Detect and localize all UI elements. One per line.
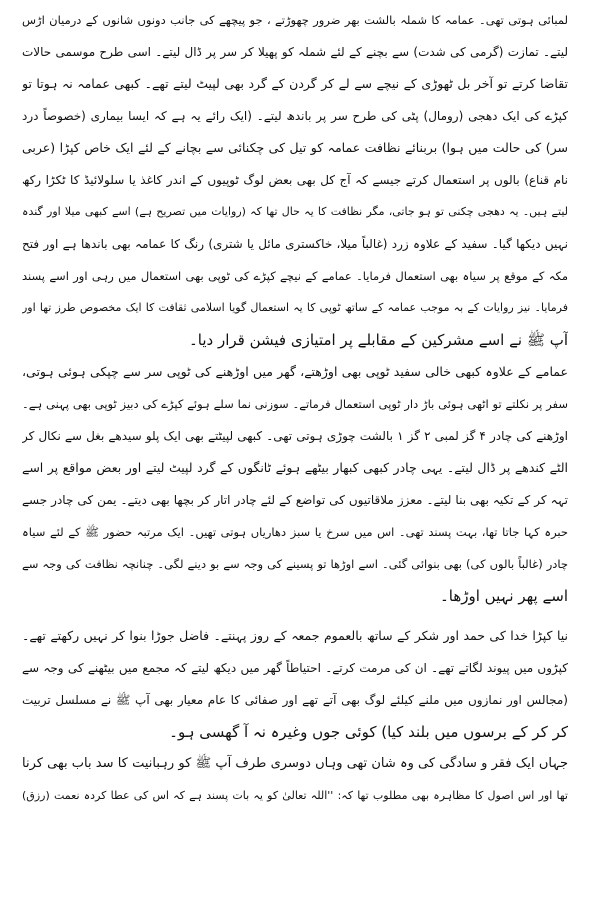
text-line: عمامے کے علاوہ کبھی خالی سفید ٹوپی بھی اوڑھتے، گھر میں اوڑھنے کی ٹوپی سر سے چپکی ہوئی ہوتی،	[22, 364, 568, 379]
text-line: (مجالس اور نمازوں میں ملنے کیلئے لوگ بھی آتے تھے اور صفائی کا عام معیار بھی آپ ﷺ نے مسلسل تربیت	[22, 693, 568, 707]
text-line: نام قناع) بالوں پر استعمال کرتے جیسے کہ آج کل بھی بعض لوگ ٹوپیوں کے اندر کاغذ یا سلولائیڈ کا ٹکڑا رکھ	[22, 173, 568, 187]
text-line: تہہ کر کے تکیہ بھی بنا لیتے۔ معزز ملاقاتیوں کی تواضع کے لئے چادر اتار کر بچھا بھی دیتے۔ یمن کی چادر جسے	[22, 493, 568, 507]
text-line: کپڑوں میں پیوند لگاتے تھے۔ ان کی مرمت کرتے۔ احتیاطاً گھر میں دیکھ لیتے کہ مجمع میں بیٹھنے کی وجہ سے	[22, 661, 568, 675]
text-line: لیتے ہیں۔ یہ دھجی چکنی تو ہو جاتی، مگر نظافت کا یہ حال تھا کہ (روایات میں تصریح ہے) اسے کبھی میلا اور گندہ	[22, 205, 568, 218]
text-line: فرمایا۔ نیز روایات کے بہ موجب عمامہ کے ساتھ ٹوپی کا یہ استعمال گویا اسلامی ثقافت کا ایک مخصوص طرز تھا اور	[22, 301, 568, 314]
text-line: نیا کپڑا خدا کی حمد اور شکر کے ساتھ بالعموم جمعہ کے روز پہنتے۔ فاضل جوڑا بنوا کر نہیں رکھتے تھے۔	[22, 628, 568, 643]
text-line: آپ ﷺ نے اسے مشرکین کے مقابلے پر امتیازی فیشن قرار دیا۔	[188, 331, 568, 349]
text-line: چادر (غالباً بالوں کی) بھی بنوائی گئی۔ اسے اوڑھا تو پسینے کی وجہ سے بو دینے لگی۔ چنانچہ نظافت کی وجہ سے	[22, 557, 568, 571]
text-line: سفر پر نکلتے تو اٹھی ہوئی باڑ دار ٹوپی استعمال فرماتے۔ سوزنی نما سلے ہوئے کپڑے کی دبیز ٹوپی بھی پہنی ہے۔	[22, 397, 568, 411]
text-line: کپڑے کی ایک دھجی (رومال) پٹی کی طرح سر پر باندھ لیتے۔ (ایک رائے یہ ہے کہ ایسا بیماری (خصوصاً درد	[22, 109, 568, 123]
text-line: تھا اور اس اصول کا مظاہرہ بھی مطلوب تھا کہ: ''اللہ تعالیٰ کو یہ بات پسند ہے کہ اس کی عطا کردہ نعمت (رزق)	[22, 789, 568, 802]
text-line: اسے پھر نہیں اوڑھا۔	[439, 587, 568, 605]
text-line: تقاضا کرتے تو آخر بل ٹھوڑی کے نیچے سے لے کر گردن کے گرد بھی لپیٹ لیتے تھے۔ کبھی عمامہ نہ ہوتا تو	[22, 76, 568, 91]
text-line: نہیں دیکھا گیا۔ سفید کے علاوہ زرد (غالباً میلا، خاکستری مائل یا شتری) رنگ کا عمامہ بھی باندھا ہے اور فتح	[22, 237, 568, 251]
text-line: الٹے کندھے پر ڈال لیتے۔ یہی چادر کبھی کبھار بیٹھے ہوئے ٹانگوں کے گرد لپیٹ لیتے اور بعض مواقع پر اسے	[22, 460, 568, 475]
text-line: سر) کی حالت میں ہوا) بربنائے نظافت عمامہ کو تیل کی چکنائی سے بچانے کے لئے ایک خاص کپڑا (عربی	[22, 140, 568, 155]
text-line: جہاں ایک فقر و سادگی کی وہ شان تھی وہاں دوسری طرف آپ ﷺ کو رہبانیت کا سد باب بھی کرنا	[22, 756, 568, 771]
text-line: اوڑھنے کی چادر ۴ گز لمبی ۲ گز ۱ بالشت چوڑی ہوتی تھی۔ کبھی لپیٹتے بھی ایک پلو سیدھے بغل سے نکال کر	[22, 429, 568, 443]
text-line: کر کر کے برسوں میں بلند کیا) کوئی جوں وغیرہ نہ آ گھسی ہو۔	[169, 723, 568, 741]
text-line: مکہ کے موقع پر سیاہ بھی استعمال فرمایا۔ عمامے کے نیچے کپڑے کی ٹوپی بھی استعمال میں رہی اور اسے پسند	[22, 269, 568, 283]
text-line: حبرہ کہا جاتا تھا، بہت پسند تھی۔ اس میں سرخ یا سبز دھاریاں ہوتی تھیں۔ ایک مرتبہ حضور ﷺ کے لئے سیاہ	[22, 525, 568, 539]
text-line: لمبائی ہوتی تھی۔ عمامہ کا شملہ بالشت بھر ضرور چھوڑتے ، جو پیچھے کی جانب دونوں شانوں کے درمیان اڑس	[22, 13, 568, 27]
text-line: لیتے۔ تمازت (گرمی کی شدت) سے بچنے کے لئے شملہ کو پھیلا کر سر پر ڈال لیتے۔ اسی طرح موسمی حالات	[22, 45, 568, 59]
